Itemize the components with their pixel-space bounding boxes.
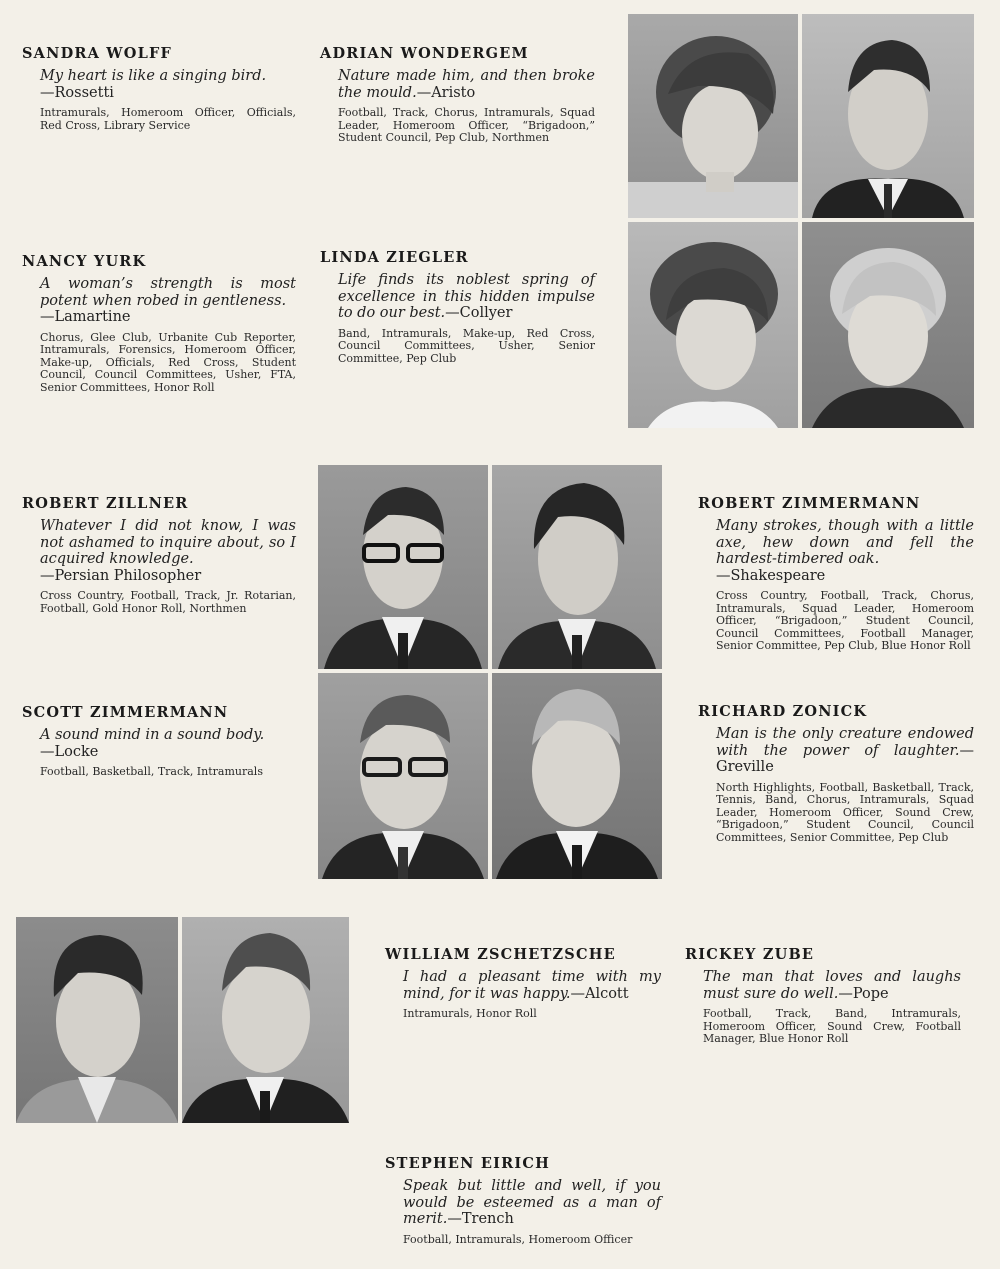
portrait-richard-zonick: [492, 673, 662, 879]
quote-author: —Locke: [40, 743, 99, 760]
student-activities: Football, Basketball, Track, Intramurals: [40, 765, 263, 778]
portrait-nancy-yurk: [628, 222, 798, 428]
student-quote: A woman’s strength is most potent when robed in gentleness.: [40, 276, 296, 309]
student-name: NANCY YURK: [22, 253, 147, 270]
entry-stephen-eirich: [385, 1155, 661, 1246]
portrait-figure: [318, 465, 488, 669]
quote-author: —Pope: [838, 985, 889, 1002]
entry-robert-zimmermann: [698, 495, 974, 653]
portrait-william-zschetzsche: [16, 917, 178, 1123]
portrait-robert-zillner: [318, 465, 488, 669]
student-name: LINDA ZIEGLER: [320, 249, 469, 266]
quote-author: —Shakespeare: [716, 567, 826, 584]
student-name: WILLIAM ZSCHETZSCHE: [385, 946, 616, 963]
student-activities: Cross Country, Football, Track, Chorus, Intramurals, Squad Leader, Homeroom Officer, “Brigadoon,” Student Council, Council Committees, Football Manager, Senior Committee, Pep Club, Blue Honor Roll: [716, 589, 974, 653]
student-quote: Man is the only creature endowed with the power of laughter.—Greville: [716, 726, 974, 775]
quote-author: —Lamartine: [40, 309, 131, 325]
student-name: ADRIAN WONDERGEM: [320, 45, 529, 62]
portrait-sandra-wolff: [628, 14, 798, 218]
portrait-linda-ziegler: [802, 222, 974, 428]
quote-author: —Trench: [447, 1211, 514, 1227]
student-quote: The man that loves and laughs must sure do well.—Pope: [703, 969, 961, 1002]
portrait-figure: [628, 222, 798, 428]
student-quote: Nature made him, and then broke the mould.—Aristo: [338, 68, 595, 101]
entry-rickey-zube: [685, 946, 961, 1046]
entry-adrian-wondergem: [320, 45, 595, 145]
student-activities: Football, Intramurals, Homeroom Officer: [403, 1232, 633, 1246]
student-quote: My heart is like a singing bird.: [40, 68, 267, 84]
student-activities: Band, Intramurals, Make-up, Red Cross, Council Committees, Usher, Senior Committee, Pep Club: [338, 326, 595, 365]
portrait-figure: [16, 917, 178, 1123]
quote-author: —Persian Philosopher: [40, 567, 202, 584]
student-quote: A sound mind in a sound body.: [40, 727, 265, 743]
quote-author: —Greville: [716, 742, 974, 775]
quote-author: —Collyer: [445, 305, 513, 321]
portrait-adrian-wondergem: [802, 14, 974, 218]
student-name: RICKEY ZUBE: [685, 946, 815, 963]
student-name: SCOTT ZIMMERMANN: [22, 704, 229, 721]
entry-richard-zonick: [698, 703, 974, 844]
student-quote: Life finds its noblest spring of excellence in this hidden impulse to do our best.—Collyer: [338, 272, 595, 321]
portrait-robert-zimmermann: [492, 465, 662, 669]
student-activities: Football, Track, Chorus, Intramurals, Squad Leader, Homeroom Officer, “Brigadoon,” Student Council, Pep Club, Northmen: [338, 106, 595, 145]
portrait-scott-zimmermann: [318, 673, 488, 879]
student-activities: Cross Country, Football, Track, Jr. Rotarian, Football, Gold Honor Roll, Northmen: [40, 589, 296, 615]
student-name: STEPHEN EIRICH: [385, 1155, 550, 1172]
student-name: ROBERT ZILLNER: [22, 495, 189, 512]
quote-author: —Aristo: [416, 84, 476, 101]
student-name: SANDRA WOLFF: [22, 45, 172, 62]
portrait-figure: [492, 673, 662, 879]
student-quote: Whatever I did not know, I was not ashamed to inquire about, so I acquired knowledge.: [40, 518, 296, 567]
entry-linda-ziegler: [320, 249, 595, 365]
student-activities: Chorus, Glee Club, Urbanite Cub Reporter, Intramurals, Forensics, Homeroom Officer, Make-up, Officials, Red Cross, Student Council, Council Committees, Usher, FTA, Senior Committees, Honor Roll: [40, 330, 296, 394]
entry-sandra-wolff: [22, 45, 296, 132]
portrait-figure: [318, 673, 488, 879]
entry-nancy-yurk: [22, 253, 296, 394]
portrait-figure: [802, 14, 974, 218]
student-quote: Speak but little and well, if you would be esteemed as a man of merit.—Trench: [403, 1178, 661, 1227]
quote-author: —Alcott: [570, 985, 629, 1002]
portrait-rickey-zube: [182, 917, 349, 1123]
student-name: ROBERT ZIMMERMANN: [698, 495, 921, 512]
student-activities: Intramurals, Honor Roll: [403, 1007, 537, 1020]
student-quote: Many strokes, though with a little axe, hew down and fell the hardest-timbered oak.: [716, 518, 974, 567]
student-activities: Football, Track, Band, Intramurals, Homeroom Officer, Sound Crew, Football Manager, Blue Honor Roll: [703, 1007, 961, 1046]
student-name: RICHARD ZONICK: [698, 703, 868, 720]
portrait-figure: [492, 465, 662, 669]
entry-scott-zimmermann: [22, 704, 296, 779]
entry-robert-zillner: [22, 495, 296, 615]
entry-william-zschetzsche: [385, 946, 661, 1021]
student-activities: North Highlights, Football, Basketball, Track, Tennis, Band, Chorus, Intramurals, Squad Leader, Homeroom Officer, Sound Crew, “Brigadoon,” Student Council, Council Committees, Senior Committee, Pep Club: [716, 780, 974, 844]
student-activities: Intramurals, Homeroom Officer, Officials, Red Cross, Library Service: [40, 106, 296, 132]
student-quote: I had a pleasant time with my mind, for it was happy.—Alcott: [403, 969, 661, 1002]
portrait-figure: [802, 222, 974, 428]
portrait-figure: [628, 14, 798, 218]
portrait-figure: [182, 917, 349, 1123]
quote-author: —Rossetti: [40, 84, 114, 101]
